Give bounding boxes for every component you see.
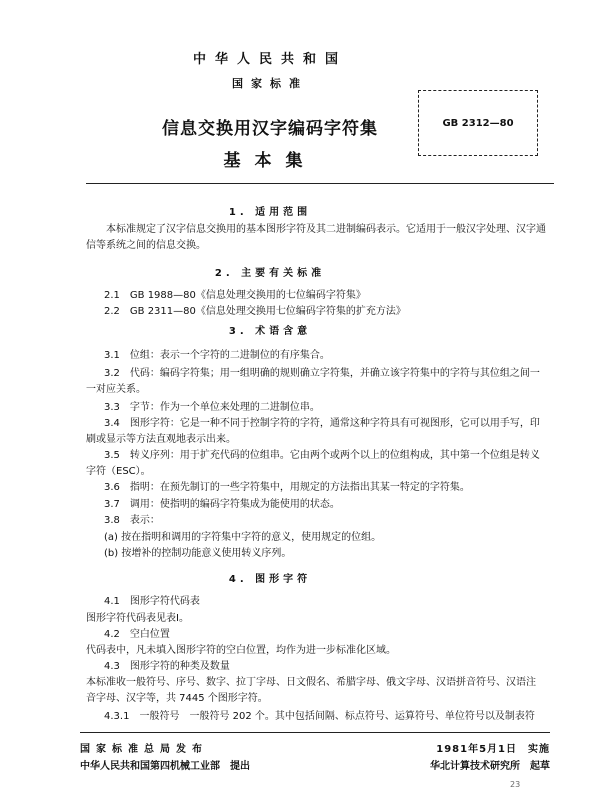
proposer-line: 中华人民共和国第四机械工业部 提出 — [80, 761, 250, 772]
term-3-2: 3.2 代码：编码字符集；用一组明确的规则确立字符集，并确立该字符集中的字符与其位组之间一一对应关系。 — [86, 368, 540, 395]
term-3-8-a: (a) 按在指明和调用的字符集中字符的意义，使用规定的位组。 — [104, 532, 382, 543]
term-3-6: 3.6 指明：在预先制订的一些字符集中，用规定的方法指出其某一特定的字符集。 — [104, 482, 470, 493]
effective-date: 1981年5月1日 实施 — [436, 744, 550, 755]
clause-4-1: 4.1 图形字符代码表 — [104, 596, 200, 607]
section-2-item-2: 2.2 GB 2311—80《信息处理交换用七位编码字符集的扩充方法》 — [104, 306, 406, 317]
footer-rule — [80, 732, 550, 733]
section-4-heading: 4. 图形字符 — [228, 574, 312, 585]
term-3-3: 3.3 字节：作为一个单位来处理的二进制位串。 — [104, 402, 320, 413]
standard-code: GB 2312—80 — [442, 117, 514, 129]
clause-4-3: 4.3 图形字符的种类及数量 — [104, 661, 230, 672]
document-title: 信息交换用汉字编码字符集 — [162, 119, 378, 139]
section-2-item-1: 2.1 GB 1988—80《信息处理交换用的七位编码字符集》 — [104, 290, 366, 301]
term-3-4: 3.4 图形字符：它是一种不同于控制字符的字符，通常这种字符具有可视图形，它可以用手写，印刷或显示等方法直观地表示出来。 — [86, 418, 540, 445]
standard-type: 国家标准 — [232, 77, 308, 90]
document-subtitle: 基本集 — [223, 151, 317, 171]
page-number: 23 — [510, 780, 521, 789]
clause-4-1-text: 图形字符代码表见表Ⅰ。 — [86, 613, 189, 624]
header-rule — [86, 183, 554, 184]
section-1-heading: 1. 适用范围 — [228, 207, 312, 218]
term-3-1: 3.1 位组：表示一个字符的二进制位的有序集合。 — [104, 350, 330, 361]
clause-4-3-text: 本标准收一般符号、序号、数字、拉丁字母、日文假名、希腊字母、俄文字母、汉语拼音符号、汉语注音字母、汉字等，共 7445 个图形字符。 — [86, 677, 536, 704]
term-3-5: 3.5 转义序列：用于扩充代码的位组串。它由两个或两个以上的位组构成，其中第一个位组是转义字符（ESC）。 — [86, 450, 540, 477]
drafter-line: 华北计算技术研究所 起草 — [430, 761, 550, 772]
standard-code-box — [418, 90, 538, 156]
section-1-paragraph: 本标准规定了汉字信息交换用的基本图形字符及其二进制编码表示。它适用于一般汉字处理、汉字通信等系统之间的信息交换。 — [86, 224, 546, 251]
clause-4-3-1: 4.3.1 一般符号 一般符号 202 个。其中包括间隔、标点符号、运算符号、单位符号以及制表符 — [104, 711, 535, 722]
section-3-heading: 3. 术语含意 — [228, 326, 312, 337]
clause-4-2: 4.2 空白位置 — [104, 629, 170, 640]
clause-4-2-text: 代码表中，凡未填入图形字符的空白位置，均作为进一步标准化区域。 — [86, 645, 396, 656]
term-3-8: 3.8 表示： — [104, 515, 160, 526]
term-3-7: 3.7 调用：使指明的编码字符集成为能使用的状态。 — [104, 499, 340, 510]
issuer-line: 国家标准总局发布 — [80, 744, 208, 755]
section-2-heading: 2. 主要有关标准 — [214, 268, 326, 279]
term-3-8-b: (b) 按增补的控制功能意义使用转义序列。 — [104, 548, 292, 559]
country-name: 中华人民共和国 — [192, 52, 347, 67]
